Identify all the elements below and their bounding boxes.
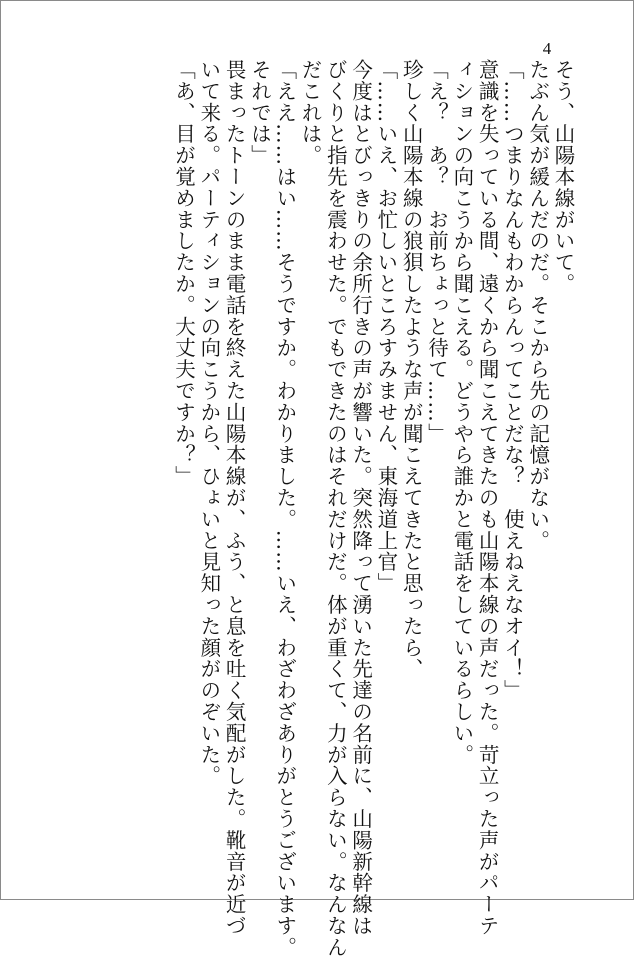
text-line: そう、山陽本線がいて。	[551, 59, 575, 295]
text-line: 珍しく山陽本線の狼狽したような声が聞こえてきたと思ったら、	[399, 59, 424, 680]
text-line: 「あ、目が覚めましたか。大丈夫ですか？」	[171, 59, 196, 487]
text-line: それでは」	[247, 59, 272, 166]
text-line: 「……いえ、お忙しいところすみません、東海道上官」	[373, 59, 398, 594]
text-line: ィションの向こうから聞こえる。どうやら誰かと電話をしているらしい。	[449, 59, 474, 766]
text-line: だこれは。	[298, 59, 323, 166]
text-line: 「え？ あ？ お前ちょっと待て……」	[424, 59, 449, 445]
text-line: 「……つまりなんもわからんってことだな？ 使えねえなオイ！」	[500, 59, 525, 701]
text-line: 畏まったトーンのまま電話を終えた山陽本線が、ふう、と息を吐く気配がした。靴音が近づ	[222, 59, 247, 937]
text-line: たぶん気が緩んだのだ。そこから先の記憶がない。	[525, 59, 550, 552]
text-line: いて来る。パーティションの向こうから、ひょいと見知った顔がのぞいた。	[196, 59, 221, 787]
text-line: 「ええ……はい……そうですか。わかりました。……いえ、わざわざありがとうございます。	[272, 59, 297, 958]
text-line: びくりと指先を震わせた。でもできたのはそれだけだ。体が重くて、力が入らない。なんなん	[323, 59, 348, 958]
text-line: 意識を失っている間、遠くから聞こえてきたのも山陽本線の声だった。苛立った声がパーテ	[475, 59, 500, 937]
text-line: 今度はとびっきりの余所行きの声が響いた。突然降って湧いた先達の名前に、山陽新幹線は	[348, 59, 373, 937]
page-number: 4	[542, 39, 552, 58]
vertical-text-body	[170, 59, 575, 958]
